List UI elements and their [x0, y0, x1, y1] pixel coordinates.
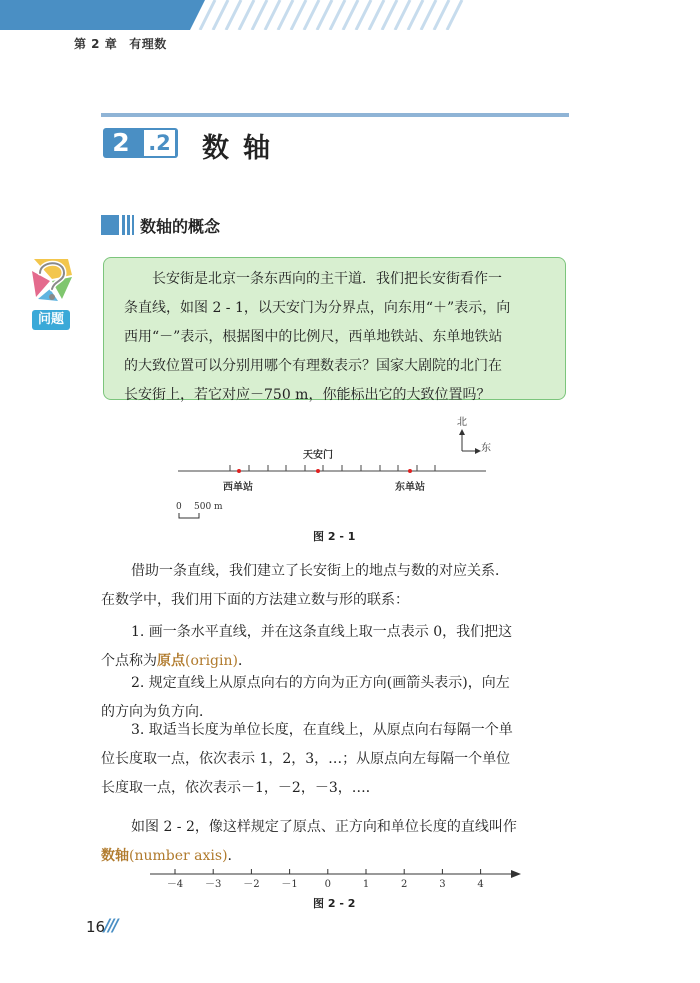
compass-east-label: 东 [481, 443, 491, 454]
header-band [0, 0, 700, 30]
step-3-paragraph [101, 716, 571, 803]
step-1-paragraph [101, 618, 571, 676]
text-line: 如图 2 - 2，像这样规定了原点、正方向和单位长度的直线叫作 [131, 819, 517, 835]
question-line: 长安街是北京一条东西向的主干道．我们把长安街看作一 [152, 271, 502, 287]
term-origin-english: (origin) [185, 653, 238, 669]
text-line: 的方向为负方向． [101, 704, 213, 720]
text-line [101, 842, 571, 871]
tiananmen-label: 天安门 [303, 450, 333, 461]
axis-arrow-icon [511, 870, 521, 878]
running-header [74, 35, 179, 52]
axis-tick-label: 4 [477, 879, 484, 890]
question-line: 条直线，如图 2 - 1，以天安门为分界点，向东用“＋”表示，向 [124, 300, 511, 316]
header-stripes [0, 0, 700, 30]
text-line: 2. 规定直线上从原点向右的方向为正方向(画箭头表示)，向左 [131, 675, 510, 691]
text-fragment: 个点称为 [101, 653, 157, 669]
axis-tick-label: 3 [439, 879, 446, 890]
section-rule [101, 113, 569, 117]
section-title: 数轴 [202, 133, 284, 164]
compass-icon [457, 416, 491, 454]
section-number-sub: .2 [144, 130, 175, 156]
text-line: 在数学中，我们用下面的方法建立数与形的联系： [101, 592, 409, 608]
section-number-main: 2 [112, 128, 130, 157]
term-origin: 原点 [157, 653, 185, 669]
subsection-bars-icon [101, 215, 133, 235]
axis-tick-label: 0 [324, 879, 331, 890]
text-fragment: ． [237, 653, 252, 669]
text-line: 借助一条直线，我们建立了长安街上的地点与数的对应关系． [131, 563, 509, 579]
chapter-title: 有理数 [129, 37, 167, 51]
xidan-label: 西单站 [223, 482, 253, 493]
axis-tick-label: 1 [362, 879, 370, 890]
question-label: 问题 [32, 310, 70, 330]
text-line: 1. 画一条水平直线，并在这条直线上取一点表示 0，我们把这 [131, 624, 513, 640]
page-slashes-decoration: /// [104, 916, 117, 936]
dongdan-dot [408, 469, 412, 473]
street-line [178, 465, 486, 473]
figure-2-1-caption: 图 2 - 1 [313, 530, 356, 543]
question-line: 的大致位置可以分别用哪个有理数表示？国家大剧院的北门在 [124, 358, 502, 374]
conclusion-paragraph [101, 813, 571, 871]
intro-paragraph [101, 557, 571, 615]
dongdan-label: 东单站 [395, 482, 425, 493]
axis-tick-label: －3 [205, 879, 222, 890]
scale-bar [176, 502, 223, 518]
page-number: 16 [86, 918, 106, 936]
question-mark-icon [28, 255, 74, 307]
question-line: 长安街上，若它对应－750 m，你能标出它的大致位置吗？ [124, 387, 491, 403]
axis-tick-label: －1 [281, 879, 298, 890]
text-fragment: . [227, 848, 232, 864]
term-number-axis: 数轴 [101, 848, 129, 864]
compass-north-label: 北 [457, 417, 467, 428]
chapter-number: 第 2 章 [74, 37, 118, 51]
text-line: 3. 取适当长度为单位长度，在直线上，从原点向右每隔一个单 [131, 722, 513, 738]
question-line: 西用“－”表示，根据图中的比例尺，西单地铁站、东单地铁站 [124, 329, 503, 345]
scale-zero-label: 0 [176, 502, 182, 512]
subsection-title: 数轴的概念 [140, 217, 221, 236]
tiananmen-dot [316, 469, 320, 473]
figure-2-2-caption: 图 2 - 2 [313, 897, 356, 910]
text-line: 长度取一点，依次表示－1，－2，－3，…． [101, 780, 380, 796]
question-text [124, 265, 554, 410]
axis-tick-label: －2 [243, 879, 260, 890]
text-line: 位长度取一点，依次表示 1，2，3，…；从原点向左每隔一个单位 [101, 751, 511, 767]
xidan-dot [237, 469, 241, 473]
axis-tick-label: 2 [401, 879, 408, 890]
term-number-axis-english: (number axis) [129, 848, 228, 864]
scale-length-label: 500 m [194, 502, 223, 512]
axis-tick-label: －4 [166, 879, 184, 890]
